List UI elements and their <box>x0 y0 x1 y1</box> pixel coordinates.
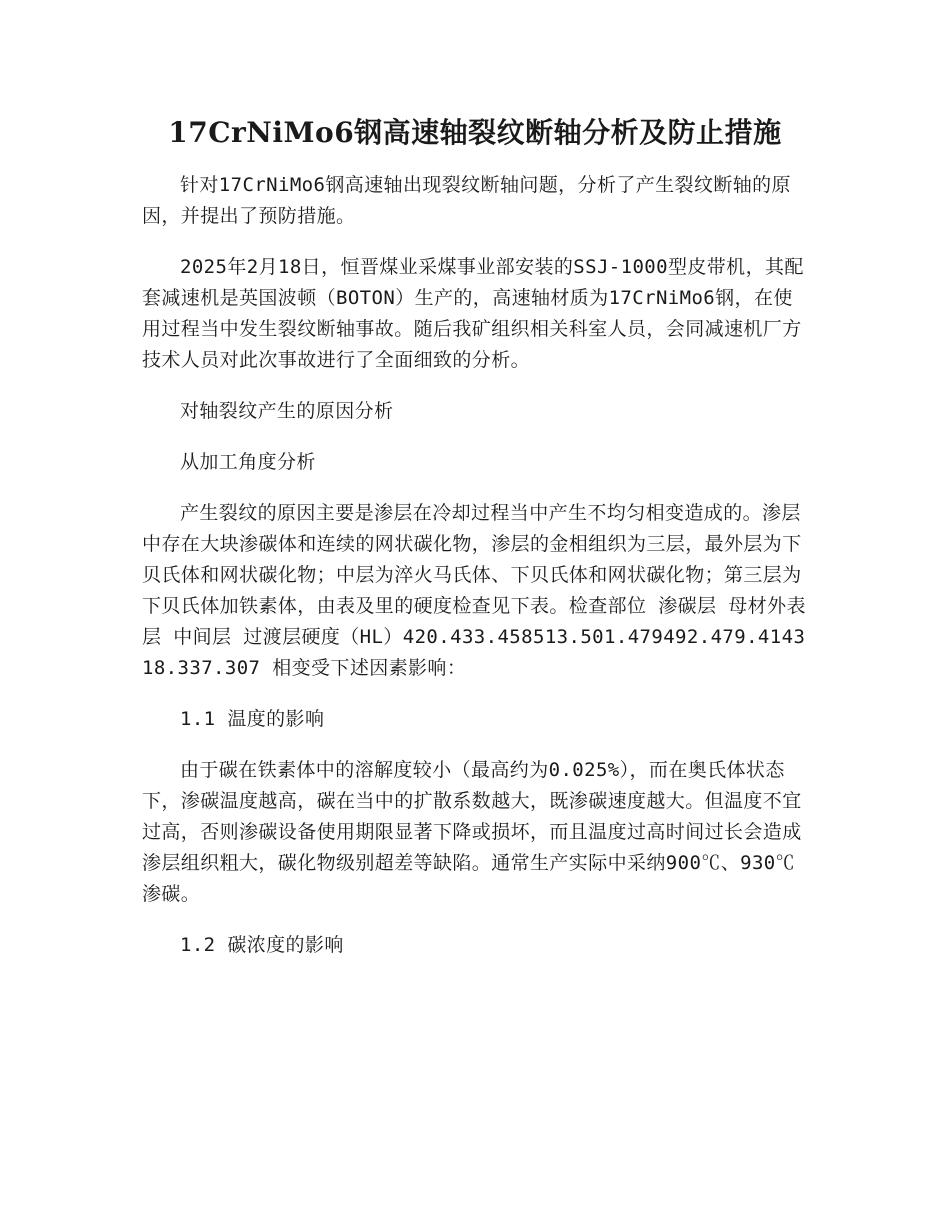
temperature-paragraph: 由于碳在铁素体中的溶解度较小（最高约为0.025%），而在奥氏体状态下，渗碳温度越高，碳在当中的扩散系数越大，既渗碳速度越大。但温度不宜过高，否则渗碳设备使用期限显著下降或损坏，而且温度过高时间过长会造成渗层组织粗大，碳化物级别超差等缺陷。通常生产实际中采纳900℃、930℃渗碳。 <box>142 759 802 905</box>
intro-paragraph: 针对17CrNiMo6钢高速轴出现裂纹断轴问题，分析了产生裂纹断轴的原因，并提出了预防措施。 <box>142 174 791 227</box>
section-heading-processing-analysis: 从加工角度分析 <box>180 451 316 473</box>
section-heading-cause-analysis: 对轴裂纹产生的原因分析 <box>180 400 394 422</box>
section-heading-temperature: 1.1 温度的影响 <box>180 708 325 730</box>
incident-paragraph: 2025年2月18日，恒晋煤业采煤事业部安装的SSJ-1000型皮带机，其配套减速机是英国波顿（BOTON）生产的，高速轴材质为17CrNiMo6钢，在使用过程当中发生裂纹断轴事故。随后我矿组织相关科室人员，会同减速机厂方技术人员对此次事故进行了全面细致的分析。 <box>142 256 804 371</box>
document-title: 17CrNiMo6钢高速轴裂纹断轴分析及防止措施 <box>168 116 782 149</box>
crack-cause-paragraph: 产生裂纹的原因主要是渗层在冷却过程当中产生不均匀相变造成的。渗层中存在大块渗碳体和连续的网状碳化物，渗层的金相组织为三层，最外层为下贝氏体和网状碳化物；中层为淬火马氏体、下贝氏体和网状碳化物；第三层为下贝氏体加铁素体，由表及里的硬度检查见下表。检查部位 渗碳层 母材外表层 中间层 过渡层硬度（HL）420.433.458513.501.479492.479.414318.337.307 相变受下述因素影响： <box>142 502 806 679</box>
section-heading-carbon-concentration: 1.2 碳浓度的影响 <box>180 934 344 956</box>
document-body <box>142 170 810 981</box>
